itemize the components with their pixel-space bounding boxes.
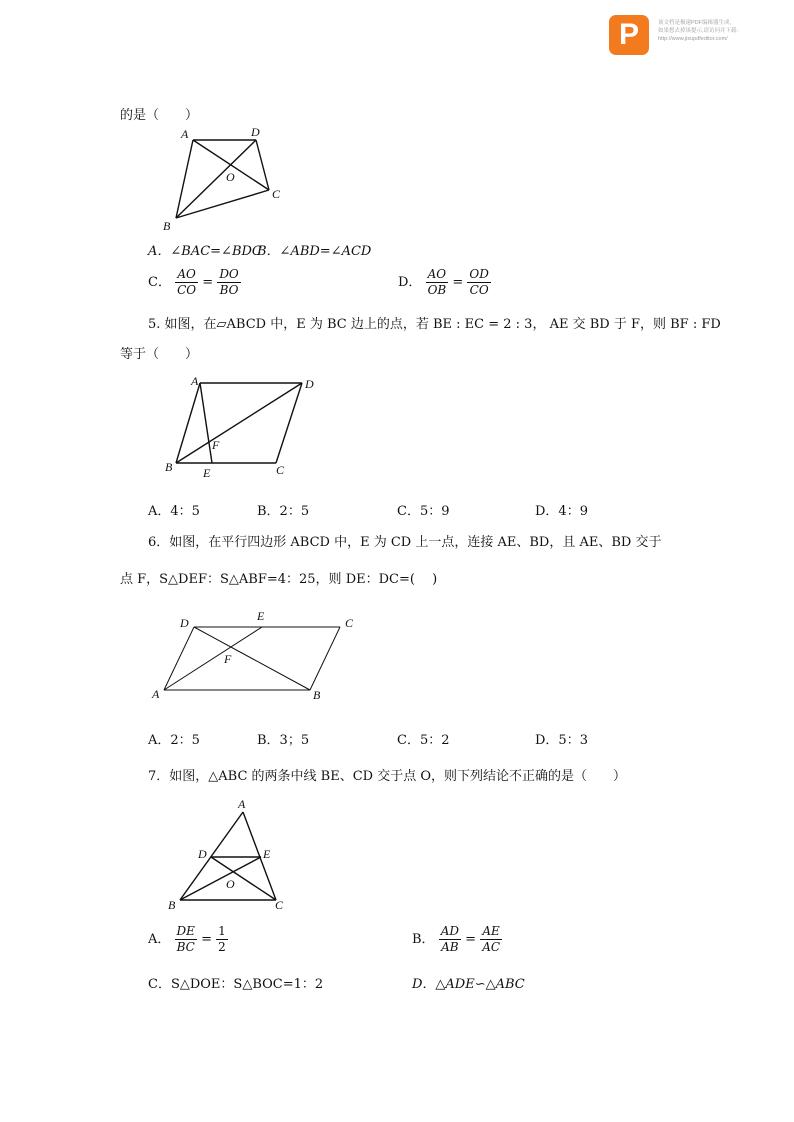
- watermark-line-2: 如果想去掉该提示,请访问并下载:: [658, 28, 739, 34]
- q7-option-c: C．S△DOE：S△BOC=1：2: [148, 977, 324, 992]
- q6-label-a: A: [152, 687, 160, 701]
- q7-label-c: C: [275, 898, 284, 912]
- q7-label-e: E: [263, 847, 271, 861]
- logo-glyph: P: [619, 18, 640, 51]
- q7-option-b-label: B．: [412, 932, 435, 947]
- q6-option-d: D．5：3: [535, 733, 588, 748]
- q7-option-d: D．△ADE∽△ABC: [412, 977, 525, 992]
- q5-option-b: B．2：5: [257, 504, 310, 519]
- q7-option-b-frac1: $\frac{AD}{AB}$: [440, 924, 459, 954]
- q4-label-o: O: [226, 170, 235, 184]
- q6-stem-line2: 点 F，S△DEF：S△ABF=4：25，则 DE：DC=( ): [120, 572, 438, 587]
- q7-stem: 7．如图，△ABC 的两条中线 BE、CD 交于点 O，则下列结论不正确的是（ ）: [148, 769, 626, 784]
- q7-option-b-frac2: $\frac{AE}{AC}$: [482, 924, 501, 954]
- q4-option-b: B．∠ABD=∠ACD: [257, 244, 372, 259]
- q5-label-f: F: [212, 438, 220, 452]
- q7-label-o: O: [226, 877, 235, 891]
- q5-label-a: A: [191, 374, 199, 388]
- q5-option-c: C．5：9: [397, 504, 450, 519]
- q6-label-e: E: [257, 609, 265, 623]
- q4-option-d-frac2: $\frac{OD}{CO}$: [469, 267, 489, 297]
- q5-option-d: D．4：9: [535, 504, 588, 519]
- q7-option-a-label: A．: [148, 932, 171, 947]
- q7-option-a-eq: =: [201, 932, 212, 947]
- q6-label-f: F: [224, 652, 232, 666]
- q6-option-c: C．5：2: [397, 733, 450, 748]
- q7-option-a-frac2: $\frac{1}{2}$: [218, 924, 226, 954]
- q4-option-d-eq: =: [452, 275, 464, 290]
- q5-label-d: D: [305, 377, 314, 391]
- q4-option-c-frac2: $\frac{DO}{BO}$: [219, 267, 239, 297]
- q4-label-c: C: [272, 187, 281, 201]
- q4-label-b: B: [163, 219, 171, 233]
- q4-option-c-label: C．: [148, 275, 171, 290]
- q6-label-d: D: [180, 616, 189, 630]
- q7-label-a: A: [238, 797, 246, 811]
- q4-stem-tail: 的是（ ）: [120, 108, 199, 123]
- q5-label-b: B: [165, 460, 173, 474]
- q5-stem-line2: 等于（ ）: [120, 347, 199, 362]
- q4-option-c-eq: =: [202, 275, 214, 290]
- q5-stem-line1: 5. 如图，在▱ABCD 中，E 为 BC 边上的点，若 BE : EC = 2 : 3， AE 交 BD 于 F，则 BF : FD: [148, 317, 721, 332]
- q6-option-a: A．2：5: [148, 733, 200, 748]
- q7-label-d: D: [198, 847, 207, 861]
- q7-option-a: [148, 924, 228, 955]
- q5-label-e: E: [203, 466, 211, 480]
- q6-label-b: B: [313, 688, 321, 702]
- watermark-line-3: http://www.jisupdfeditor.com/: [658, 36, 728, 42]
- q4-label-d: D: [251, 125, 260, 139]
- q7-option-b: [412, 924, 502, 955]
- q5-label-c: C: [276, 463, 285, 477]
- q4-option-d-label: D．: [398, 275, 422, 290]
- q6-label-c: C: [345, 616, 354, 630]
- q5-option-a: A．4：5: [148, 504, 200, 519]
- q4-option-c-frac1: $\frac{AO}{CO}$: [177, 267, 197, 297]
- q4-option-d-frac1: $\frac{AO}{OB}$: [427, 267, 447, 297]
- q6-option-b: B．3；5: [257, 733, 310, 748]
- q4-label-a: A: [181, 127, 189, 141]
- q7-option-b-eq: =: [465, 932, 477, 947]
- q7-option-a-frac1: $\frac{DE}{BC}$: [176, 924, 195, 954]
- watermark-line-1: 该文档是极速PDF编辑器生成,: [658, 20, 732, 26]
- q6-stem-line1: 6．如图，在平行四边形 ABCD 中，E 为 CD 上一点，连接 AE、BD，且 AE、BD 交于: [148, 535, 662, 550]
- q4-option-a: A．∠BAC=∠BDC: [148, 244, 262, 259]
- q7-label-b: B: [168, 898, 176, 912]
